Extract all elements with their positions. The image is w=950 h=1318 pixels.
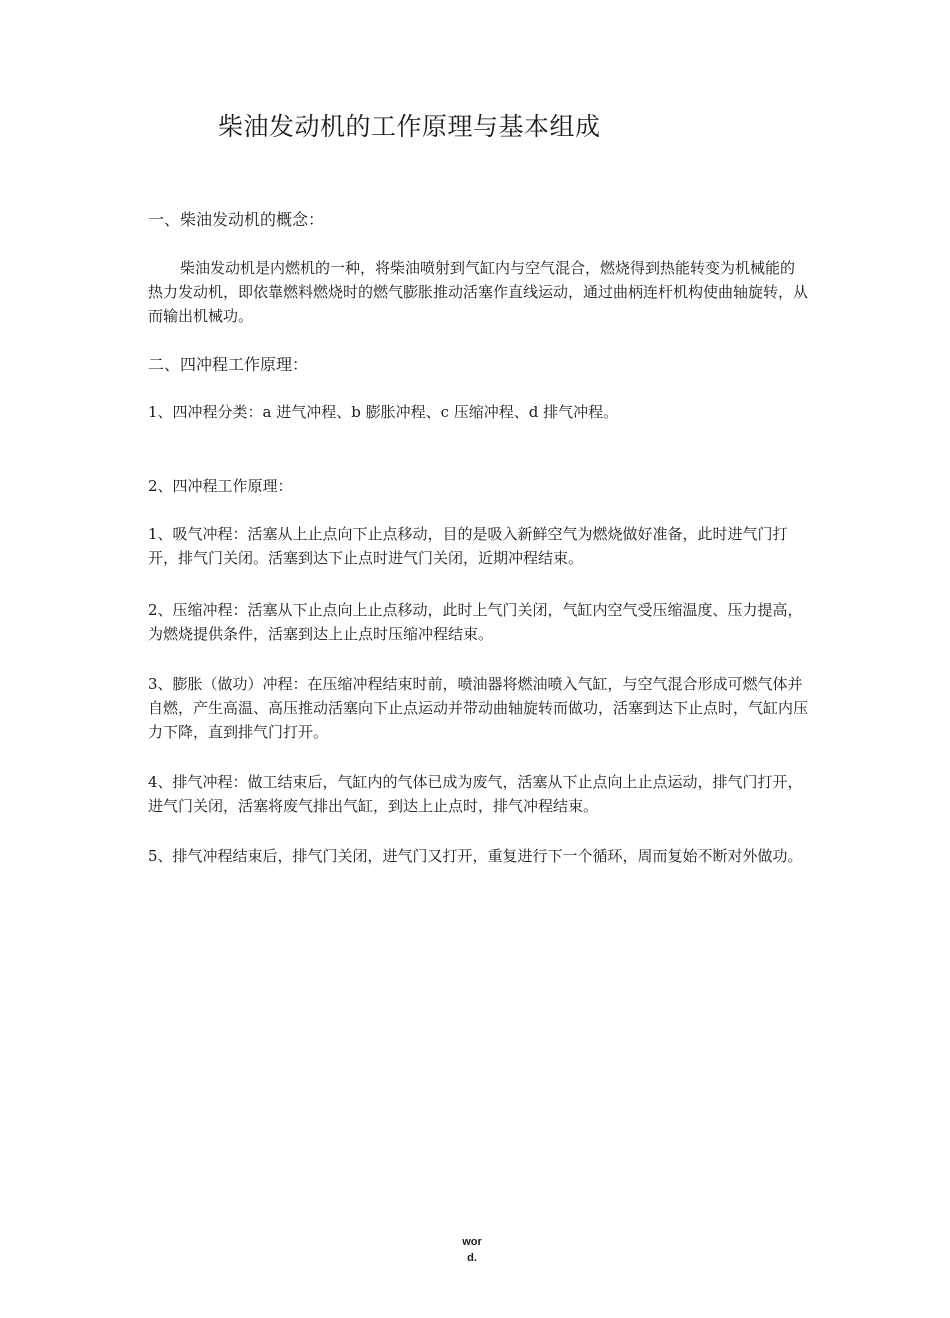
list-item-power-stroke: 3、膨胀（做功）冲程：在压缩冲程结束时前，喷油器将燃油喷入气缸，与空气混合形成可燃气体并自燃，产生高温、高压推动活塞向下止点运动并带动曲轴旋转而做功，活塞到达下止点时，气缸内压力下降，直到排气门打开。 xyxy=(148,675,809,741)
stroke-classification: 1、四冲程分类：a 进气冲程、b 膨胀冲程、c 压缩冲程、d 排气冲程。 xyxy=(148,403,619,421)
list-item-exhaust-stroke: 4、排气冲程：做工结束后，气缸内的气体已成为废气，活塞从下止点向上止点运动，排气门打开，进气门关闭，活塞将废气排出气缸，到达上止点时，排气冲程结束。 xyxy=(148,773,803,815)
section-heading-concept: 一、柴油发动机的概念： xyxy=(148,210,325,229)
page-title: 柴油发动机的工作原理与基本组成 xyxy=(218,112,601,141)
page-footer xyxy=(440,1234,504,1266)
concept-paragraph: 柴油发动机是内燃机的一种，将柴油喷射到气缸内与空气混合，燃烧得到热能转变为机械能的热力发动机，即依靠燃料燃烧时的燃气膨胀推动活塞作直线运动，通过曲柄连杆机构使曲轴旋转，从而输出机械功。 xyxy=(148,259,809,325)
list-item-cycle-repeat: 5、排气冲程结束后，排气门关闭，进气门又打开，重复进行下一个循环，周而复始不断对外做功。 xyxy=(148,847,803,865)
footer-line-2: d. xyxy=(467,1252,477,1264)
list-item-compression-stroke: 2、压缩冲程：活塞从下止点向上止点移动，此时上气门关闭，气缸内空气受压缩温度、压力提高，为燃烧提供条件，活塞到达上止点时压缩冲程结束。 xyxy=(148,601,803,643)
list-item-intake-stroke: 1、吸气冲程：活塞从上止点向下止点移动，目的是吸入新鲜空气为燃烧做好准备，此时进气门打开，排气门关闭。活塞到达下止点时进气门关闭，近期冲程结束。 xyxy=(148,525,788,567)
footer-line-1: wor xyxy=(462,1236,482,1248)
principle-subheading: 2、四冲程工作原理： xyxy=(148,477,293,495)
section-heading-principle: 二、四冲程工作原理： xyxy=(148,355,309,374)
